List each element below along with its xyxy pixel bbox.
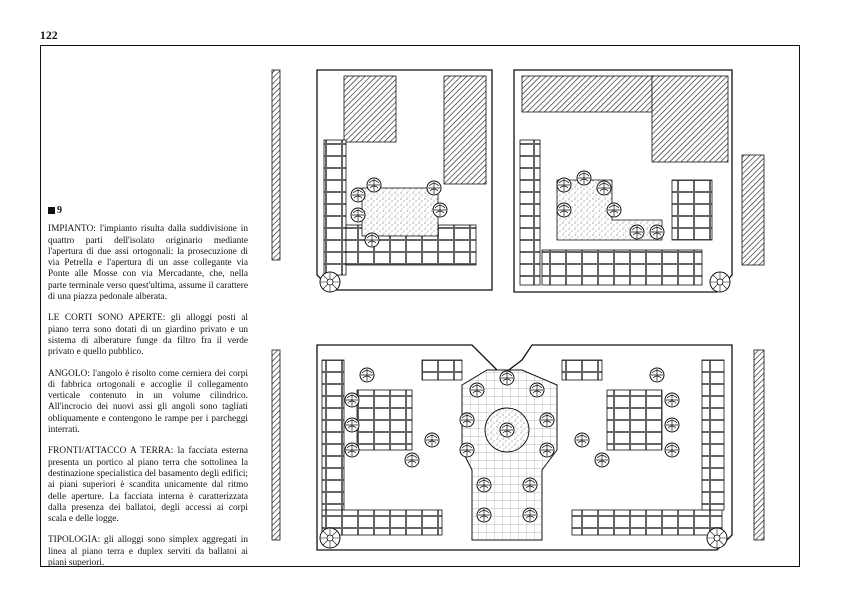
hatched-strip-right-top [742, 155, 764, 265]
hatched-strip-left-bottom [272, 350, 280, 540]
hatched-strip-right-bottom [754, 350, 764, 540]
paragraph-fronti: FRONTI/ATTACCO A TERRA: la facciata esterna presenta un portico al piano terra che sottolinea la destinazione specialistica del basamento degli edifici; ai piani superiori è scandita unicamente dal ritmo delle aperture. La facciata interna è caratterizzata dalla presenza dei ballatoi, degli accessi ai corpi scala e delle logge. [48, 446, 248, 525]
section-number: 9 [57, 205, 62, 216]
site-plan-drawing [262, 60, 782, 560]
paragraph-tipologia: TIPOLOGIA: gli alloggi sono simplex aggregati in linea al piano terra e duplex serviti da ballatoi ai piani superiori. [48, 535, 248, 569]
text-column [48, 205, 248, 579]
square-bullet-icon [48, 207, 55, 214]
paragraph-corti: LE CORTI SONO APERTE: gli alloggi posti al piano terra sono dotati di un giardino privato e un sistema di alberature funge da filtro fra il verde privato e quello pubblico. [48, 313, 248, 358]
block-top-left [317, 70, 492, 292]
section-marker [48, 205, 248, 216]
hatched-strip-left-top [272, 70, 280, 260]
page-number: 122 [40, 30, 58, 42]
block-top-right [514, 70, 732, 292]
paragraph-impianto: IMPIANTO: l'impianto risulta dalla suddivisione in quattro parti dell'isolato originario mediante l'apertura di due assi ortogonali: la prosecuzione di via Petrella e l'apertura di un asse collegante via Ponte alle Mosse con via Mercadante, che, nella parte terminale verso quest'ultima, assume il carattere di una piazza pedonale alberata. [48, 224, 248, 303]
block-bottom [317, 345, 732, 550]
paragraph-angolo: ANGOLO: l'angolo è risolto come cerniera dei corpi di fabbrica ortogonali e accoglie il collegamento verticale contenuto in un volume cilindrico. All'incrocio dei nuovi assi gli angoli sono tagliati obliquamente e contengono le rampe per i parcheggi interrati. [48, 368, 248, 436]
